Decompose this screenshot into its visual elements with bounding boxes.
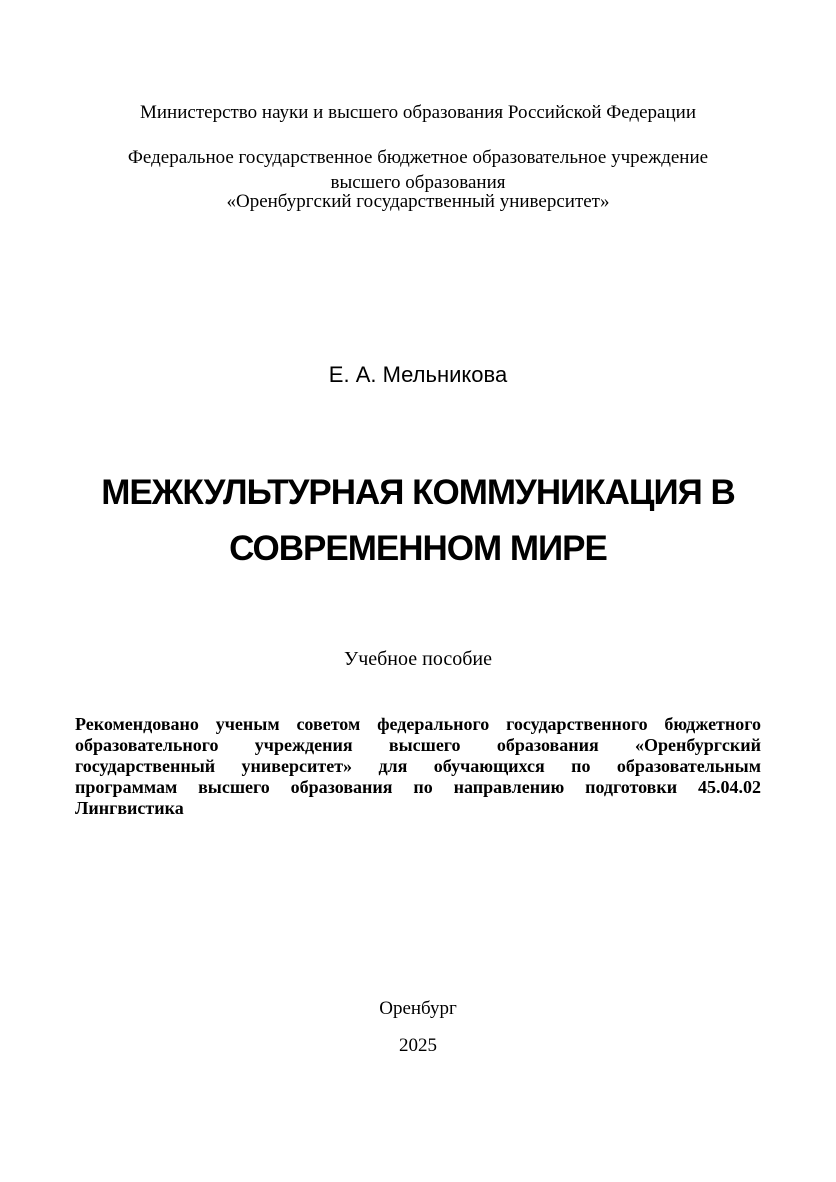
ministry-name: Министерство науки и высшего образования Российской Федерации (140, 102, 696, 123)
recommendation-line-2: образовательного учреждения высшего образования «Оренбургский (75, 735, 761, 755)
recommendation-line-4: программам высшего образования по направлению подготовки 45.04.02 (75, 777, 761, 797)
institution-line-3: «Оренбургский государственный университет» (226, 191, 610, 212)
author-name: Е. А. Мельникова (328, 362, 508, 387)
institution-line-1: Федеральное государственное бюджетное образовательное учреждение (127, 147, 709, 168)
book-title-line-2: СОВРЕМЕННОМ МИРЕ (229, 529, 607, 568)
publication-year: 2025 (399, 1035, 437, 1056)
institution-line-2: высшего образования (330, 172, 506, 193)
recommendation-line-3: государственный университет» для обучающихся по образовательным (75, 756, 761, 776)
recommendation-line-1: Рекомендовано ученым советом федерального государственного бюджетного (75, 714, 761, 734)
book-subtitle: Учебное пособие (344, 648, 492, 670)
recommendation-line-5: Лингвистика (75, 798, 184, 818)
book-title-line-1: МЕЖКУЛЬТУРНАЯ КОММУНИКАЦИЯ В (101, 473, 735, 512)
recommendation-paragraph (75, 714, 761, 819)
publication-city: Оренбург (379, 998, 457, 1019)
